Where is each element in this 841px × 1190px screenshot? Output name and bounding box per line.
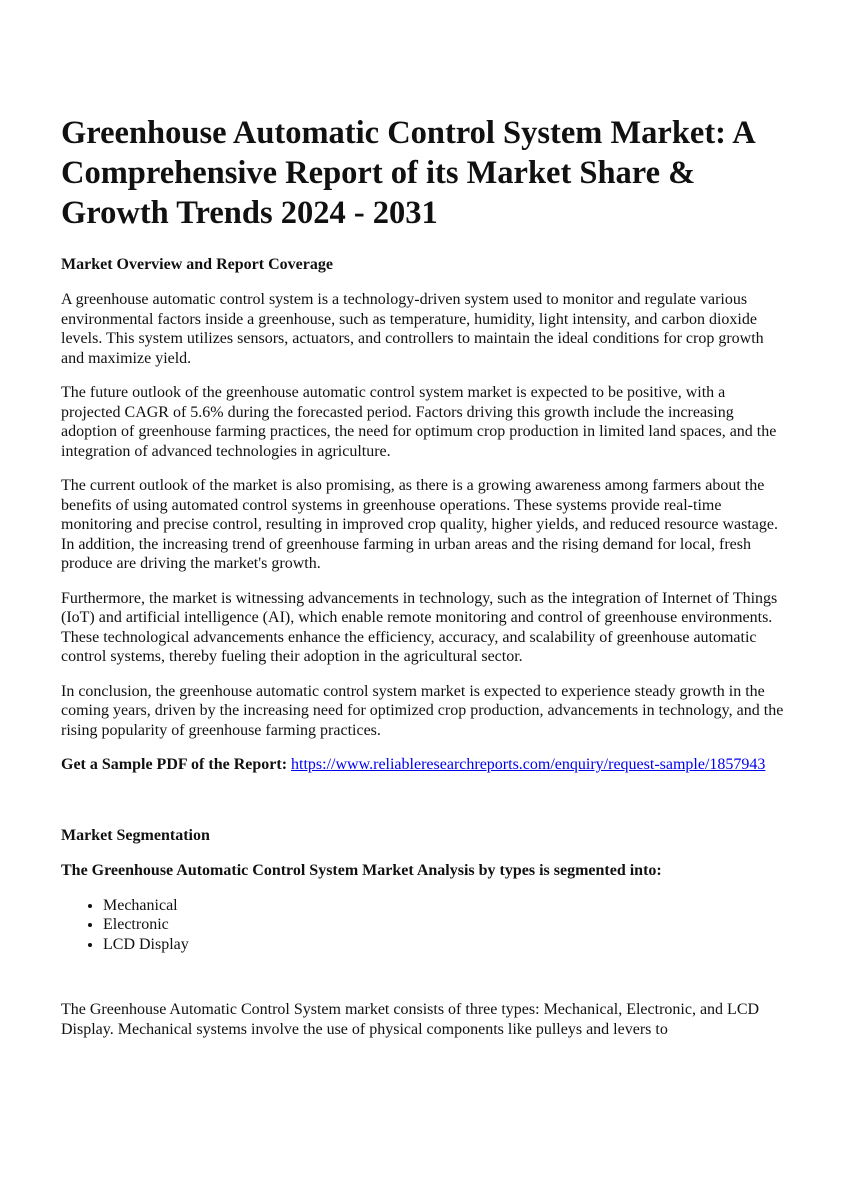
overview-paragraph-2: The future outlook of the greenhouse automatic control system market is expected to be positive, with a projected CAGR of 5.6% during the forecasted period. Factors driving this growth include the increasing adoption of greenhouse farming practices, the need for optimum crop production in limited land spaces, and the integration of advanced technologies in agriculture.	[61, 384, 777, 460]
segmentation-heading: Market Segmentation	[61, 826, 210, 844]
list-item: • LCD Display	[103, 935, 786, 955]
sample-pdf-label: Get a Sample PDF of the Report:	[61, 756, 288, 773]
sample-pdf-link[interactable]: https://www.reliableresearchreports.com/enquiry/request-sample/1857943	[291, 756, 766, 773]
list-item: • Electronic	[103, 915, 786, 935]
sample-pdf-line	[61, 755, 786, 775]
page-title: Greenhouse Automatic Control System Market: A Comprehensive Report of its Market Share & Growth Trends 2024 - 2031	[61, 115, 754, 231]
types-heading: The Greenhouse Automatic Control System Market Analysis by types is segmented into:	[61, 861, 662, 879]
spacer	[61, 954, 786, 1000]
types-list	[61, 896, 786, 955]
overview-heading: Market Overview and Report Coverage	[61, 256, 333, 273]
spacer	[61, 775, 786, 826]
segmentation-paragraph: The Greenhouse Automatic Control System market consists of three types: Mechanical, Electronic, and LCD Display. Mechanical systems involve the use of physical components like pulleys and levers to	[61, 1001, 760, 1038]
document-page	[61, 113, 786, 1054]
overview-paragraph-5: In conclusion, the greenhouse automatic control system market is expected to experience steady growth in the coming years, driven by the increasing need for optimized crop production, advancements in technology, and the rising popularity of greenhouse farming practices.	[61, 682, 784, 739]
list-item: • Mechanical	[103, 896, 786, 916]
overview-paragraph-1: A greenhouse automatic control system is a technology-driven system used to monitor and regulate various environmental factors inside a greenhouse, such as temperature, humidity, light intensity, and carbon dioxide levels. This system utilizes sensors, actuators, and controllers to maintain the ideal conditions for crop growth and maximize yield.	[61, 291, 764, 367]
overview-paragraph-4: Furthermore, the market is witnessing advancements in technology, such as the integration of Internet of Things (IoT) and artificial intelligence (AI), which enable remote monitoring and control of greenhouse environments. These technological advancements enhance the efficiency, accuracy, and scalability of greenhouse automatic control systems, thereby fueling their adoption in the agricultural sector.	[61, 589, 778, 665]
overview-paragraph-3: The current outlook of the market is also promising, as there is a growing awareness among farmers about the benefits of using automated control systems in greenhouse operations. These systems provide real-time monitoring and precise control, resulting in improved crop quality, higher yields, and reduced resource wastage. In addition, the increasing trend of greenhouse farming in urban areas and the rising demand for local, fresh produce are driving the market's growth.	[61, 477, 778, 572]
